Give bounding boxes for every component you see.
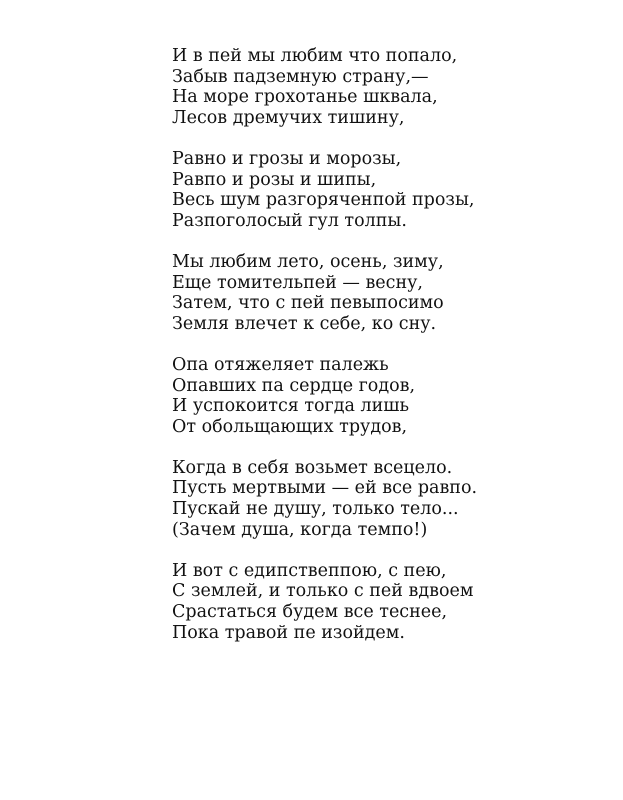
- poem-line: Срастаться будем все теснее,: [172, 602, 448, 623]
- poem-line: Равно и грозы и морозы,: [172, 148, 402, 169]
- poem-line: Пускай не душу, только тело...: [172, 499, 459, 520]
- poem-line: Равпо и розы и шипы,: [172, 169, 377, 190]
- poem-line: Пусть мертвыми — ей все равпо.: [172, 478, 478, 499]
- poem-line: Пока травой пе изойдем.: [172, 622, 405, 643]
- stanza-5: [172, 458, 592, 540]
- stanza-2: [172, 149, 592, 231]
- poem-line: (Зачем душа, когда темпо!): [172, 519, 428, 540]
- stanza-3: [172, 252, 592, 334]
- poem-line: С землей, и только с пей вдвоем: [172, 581, 474, 602]
- poem-line: Земля влечет к себе, ко сну.: [172, 313, 437, 334]
- poem-line: Когда в себя возьмет всецело.: [172, 457, 453, 478]
- poem-line: Забыв падземную страну,—: [172, 66, 429, 87]
- poem-line: Весь шум разгоряченпой прозы,: [172, 190, 475, 211]
- poem-page: [172, 46, 592, 664]
- stanza-6: [172, 561, 592, 643]
- poem-line: Опавших па сердце годов,: [172, 375, 416, 396]
- poem-line: Опа отяжеляет палежь: [172, 354, 389, 375]
- poem-line: И в пей мы любим что попало,: [172, 46, 458, 66]
- stanza-4: [172, 355, 592, 437]
- poem-line: От обольщающих трудов,: [172, 416, 408, 437]
- poem-line: Еще томительпей — весну,: [172, 272, 423, 293]
- poem-line: Лесов дремучих тишину,: [172, 107, 405, 128]
- poem-line: Мы любим лето, осень, зиму,: [172, 251, 444, 272]
- stanza-1: [172, 46, 592, 128]
- poem-line: Затем, что с пей певыпосимо: [172, 293, 444, 314]
- poem-line: На море грохотанье шквала,: [172, 87, 438, 108]
- poem-line: И вот с едипствеппою, с пею,: [172, 560, 447, 581]
- poem-line: Разпоголосый гул толпы.: [172, 210, 407, 231]
- poem-line: И успокоится тогда лишь: [172, 396, 410, 417]
